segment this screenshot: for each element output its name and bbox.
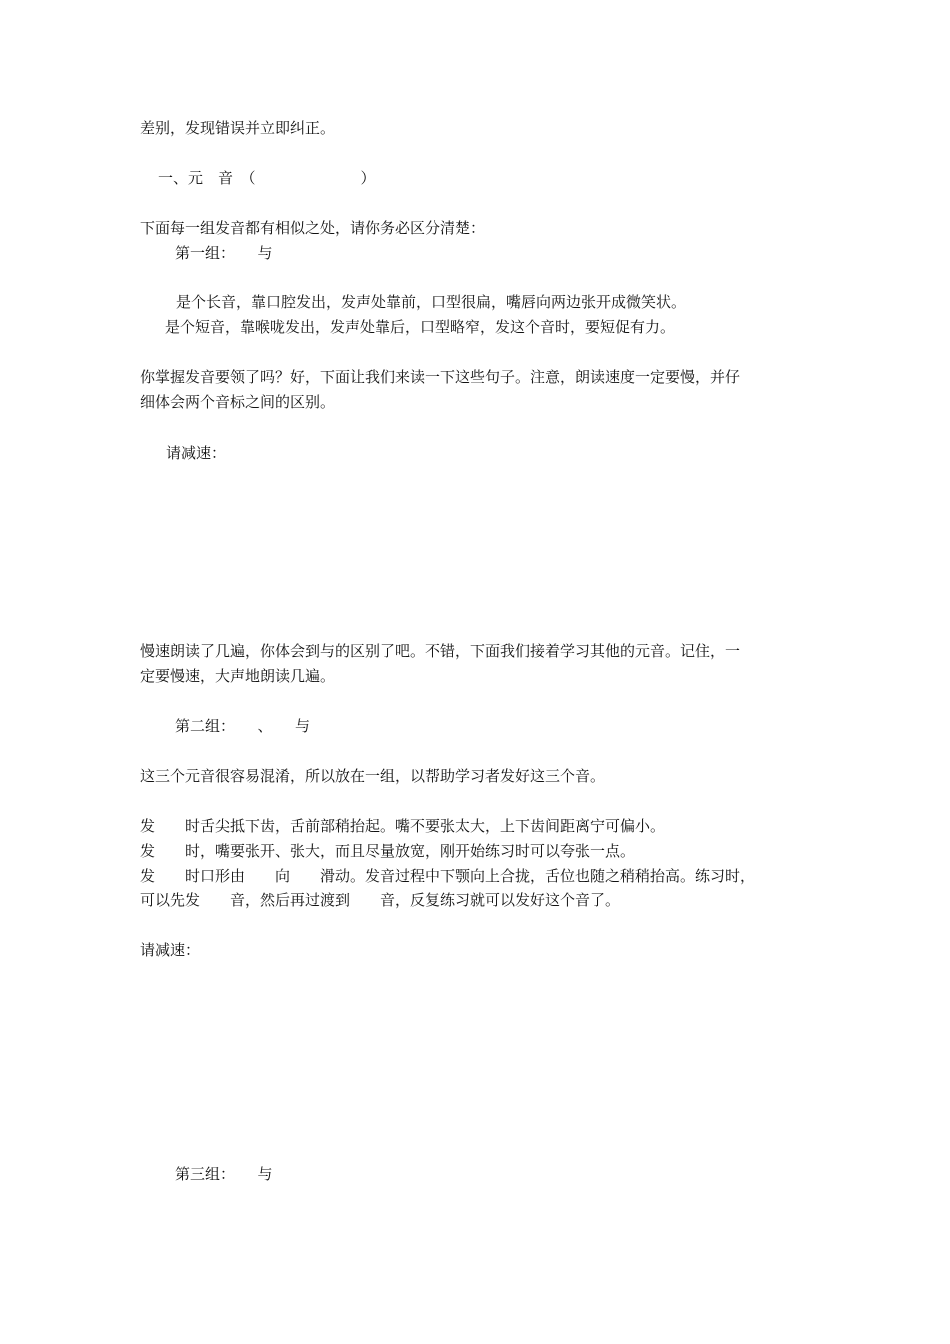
practice-paragraph-line-2: 细体会两个音标之间的区别。 (140, 393, 336, 411)
group2-item-1: 发 时舌尖抵下齿，舌前部稍抬起。嘴不要张太大，上下齿间距离宁可偏小。 (140, 817, 666, 835)
group2-item-3-line-2: 可以先发 音，然后再过渡到 音，反复练习就可以发好这个音了。 (140, 891, 621, 909)
intro-end-text: 差别，发现错误并立即纠正。 (140, 119, 336, 137)
instruction-text: 下面每一组发音都有相似之处，请你务必区分清楚： (140, 219, 486, 237)
group2-heading: 第二组： 、 与 (175, 717, 311, 735)
after-paragraph-line-2: 定要慢速，大声地朗读几遍。 (140, 667, 336, 685)
practice-paragraph-line-1: 你掌握发音要领了吗？好，下面让我们来读一下这些句子。注意，朗读速度一定要慢，并仔 (140, 368, 741, 386)
slow-down-label-1: 请减速： (166, 444, 227, 462)
section-title: 一、元 音 （ ） (158, 169, 376, 187)
group1-desc-1: 是个长音，靠口腔发出，发声处靠前，口型很扁，嘴唇向两边张开成微笑状。 (176, 293, 687, 311)
group3-heading: 第三组： 与 (175, 1165, 273, 1183)
slow-down-label-2: 请减速： (140, 941, 201, 959)
group1-desc-2: 是个短音，靠喉咙发出，发声处靠后，口型略窄，发这个音时，要短促有力。 (165, 318, 676, 336)
after-paragraph-line-1: 慢速朗读了几遍，你体会到与的区别了吧。不错，下面我们接着学习其他的元音。记住，一 (140, 642, 741, 660)
group2-mix-note: 这三个元音很容易混淆，所以放在一组，以帮助学习者发好这三个音。 (140, 767, 606, 785)
group1-heading: 第一组： 与 (175, 244, 273, 262)
group2-item-2: 发 时，嘴要张开、张大，而且尽量放宽，刚开始练习时可以夸张一点。 (140, 842, 636, 860)
group2-item-3-line-1: 发 时口形由 向 滑动。发音过程中下颚向上合拢，舌位也随之稍稍抬高。练习时， (140, 867, 756, 885)
